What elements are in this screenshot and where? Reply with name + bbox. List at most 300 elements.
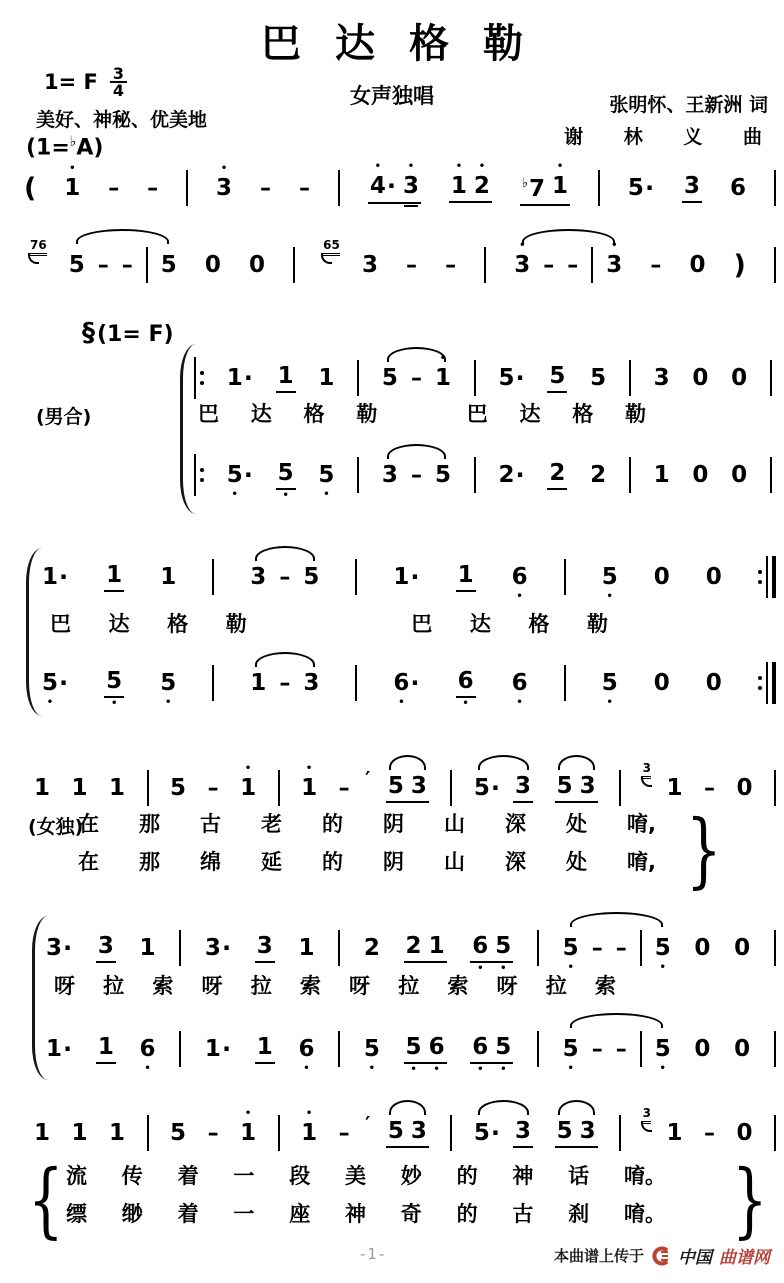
- octave-dot-down: •: [516, 591, 523, 602]
- note: 3: [303, 670, 320, 696]
- augmentation-dot: ·: [63, 1035, 73, 1063]
- beam-group: [276, 460, 296, 501]
- lyric-syllable: 缥: [66, 1202, 87, 1226]
- octave-dot-up: •: [556, 161, 564, 172]
- repeat-dots: [758, 570, 762, 584]
- note-group: [46, 1035, 72, 1063]
- augmentation-dot: ·: [221, 934, 232, 962]
- note: 5: [473, 775, 490, 801]
- note: 5: [387, 1118, 404, 1144]
- note: 1 •: [240, 1108, 257, 1146]
- note: 5 •: [160, 670, 177, 708]
- lyric-syllable: 格: [167, 612, 189, 636]
- note: 1: [428, 933, 445, 959]
- dash: –: [279, 564, 291, 590]
- lyric-syllable: 的: [456, 1202, 478, 1226]
- octave-dot-down: •: [398, 697, 405, 708]
- note: 5 •: [405, 1034, 422, 1075]
- note: 3: [381, 462, 398, 488]
- beam-group: [555, 1118, 598, 1148]
- beam-group: [104, 668, 124, 709]
- octave-dot-down: •: [303, 1063, 310, 1074]
- augmentation-dot: ·: [515, 461, 525, 489]
- lyric-syllable: 格: [303, 402, 325, 426]
- lyric-syllable: 的: [322, 850, 343, 874]
- lyric-syllable: 巴: [50, 612, 71, 636]
- octave-dot-down: •: [500, 963, 507, 974]
- beam-group: [547, 460, 567, 490]
- beam-group: [456, 668, 476, 709]
- note: 3: [653, 365, 670, 391]
- octave-dot-down: •: [659, 962, 666, 973]
- note: 1: [109, 775, 126, 801]
- lyric-syllable: 阴: [383, 850, 404, 874]
- dash: –: [406, 252, 418, 278]
- dash: –: [260, 175, 271, 201]
- dash: –: [567, 252, 579, 278]
- note: 6 •: [511, 670, 528, 708]
- lyric-syllable: 索: [152, 974, 174, 998]
- repeat-end: [758, 556, 776, 598]
- lyric-syllable: 勒: [356, 402, 378, 426]
- site-name-black: 中国: [678, 1248, 712, 1268]
- note: 2: [590, 462, 607, 488]
- note: 3: [46, 935, 63, 961]
- lyric-syllable: 格: [572, 402, 594, 426]
- lyric-syllable: 达: [519, 402, 541, 426]
- dash: –: [298, 175, 310, 201]
- beam-group: [682, 173, 702, 203]
- augmentation-dot: ·: [515, 364, 525, 392]
- lyric-syllable: 深: [505, 850, 526, 874]
- page-title: 巴达格勒: [261, 21, 557, 67]
- lyric-syllable: 格: [528, 612, 550, 636]
- site-name-red: 曲谱网: [719, 1248, 770, 1268]
- note: 1: [393, 564, 410, 590]
- barline: [640, 930, 642, 966]
- lyric-syllable: 神: [512, 1164, 534, 1188]
- barline: [147, 770, 149, 806]
- note: 1: [97, 1034, 114, 1060]
- barline: [629, 457, 631, 493]
- lyrics-solo-verse2-row2: [66, 1198, 666, 1228]
- note: 6 •: [139, 1036, 156, 1074]
- subtitle: 女声独唱: [350, 84, 434, 108]
- note: 1: [42, 564, 59, 590]
- barline: [147, 1115, 149, 1151]
- note: 1: [109, 1120, 126, 1146]
- octave-dot-down: •: [282, 490, 289, 501]
- meter-numerator: 3: [112, 64, 125, 83]
- dash: –: [591, 1036, 603, 1062]
- dash: –: [410, 462, 422, 488]
- lyric-syllable: 老: [261, 812, 282, 836]
- lyrics-solo-verse1-row1: [78, 808, 656, 838]
- page-number: -1-: [360, 1245, 387, 1263]
- beam-group: [404, 933, 447, 963]
- note: 2: [498, 462, 515, 488]
- note: 3: [410, 1118, 427, 1144]
- octave-dot-up: •: [611, 240, 618, 251]
- parenthesis: ): [733, 249, 746, 281]
- note-group: [205, 934, 231, 962]
- note-group: [628, 174, 654, 202]
- lyric-syllable: 呀: [54, 974, 75, 998]
- lyricist-credit: 张明怀、王新洲 词: [609, 94, 768, 116]
- barline: [598, 170, 600, 206]
- note: 3 •: [216, 163, 233, 201]
- note-group: [369, 161, 396, 200]
- note: 1: [457, 562, 474, 588]
- repeat-barline: [194, 357, 196, 399]
- octave-dot-down: •: [323, 489, 330, 500]
- key-change-text: (1= F): [97, 322, 174, 347]
- beam-group: [470, 1034, 513, 1075]
- octave-dot-down: •: [433, 1064, 440, 1075]
- repeat-barline: [194, 454, 196, 496]
- dash: –: [410, 365, 422, 391]
- octave-dot-up: •: [244, 763, 252, 774]
- note: 6 •: [472, 1034, 489, 1075]
- note: 1: [71, 775, 88, 801]
- lyric-syllable: 段: [289, 1164, 311, 1188]
- note: 5 •: [654, 935, 671, 973]
- note: 5 •: [106, 668, 123, 709]
- note: 5 •: [495, 1034, 512, 1075]
- octave-dot-up: •: [439, 353, 447, 364]
- lyric-syllable: 勒: [586, 612, 608, 636]
- barline: [564, 559, 566, 595]
- notation-female-solo-line1: [34, 761, 776, 810]
- lyric-syllable: 索: [299, 974, 321, 998]
- octave-dot-up: •: [305, 1108, 313, 1119]
- octave-dot-down: •: [567, 1063, 574, 1074]
- lyric-syllable: 达: [108, 612, 130, 636]
- flat-sign: ♭: [69, 134, 77, 150]
- dash: –: [703, 775, 715, 801]
- note: 1: [256, 1034, 273, 1060]
- note: 6 •: [457, 668, 474, 709]
- notation-male-voice2-line2: [42, 661, 776, 709]
- augmentation-dot: ·: [644, 174, 655, 202]
- note: 6 •: [393, 670, 410, 708]
- dash: –: [147, 175, 159, 201]
- barline: [537, 1031, 539, 1067]
- octave-dot-up: •: [455, 161, 463, 172]
- note: 5: [381, 365, 398, 391]
- note: 5: [387, 773, 404, 799]
- lyric-syllable: 流: [66, 1164, 87, 1188]
- augmentation-dot: ·: [386, 172, 396, 200]
- notation-yalasuo-voice1: [46, 926, 776, 974]
- barline: [357, 457, 359, 493]
- lyric-syllable: 传: [121, 1164, 143, 1188]
- barline: [640, 1031, 642, 1067]
- octave-dot-down: •: [231, 489, 238, 500]
- octave-dot-down: •: [606, 591, 613, 602]
- alt-key-signature: [26, 134, 104, 160]
- lyric-syllable: 唷。: [623, 1164, 666, 1188]
- rest-note: 0: [689, 252, 706, 278]
- dash: –: [207, 1120, 219, 1146]
- lyrics-solo-verse1-row2: [78, 846, 656, 876]
- lyric-syllable: 处: [566, 812, 587, 836]
- lyric-syllable: 刹: [568, 1202, 590, 1226]
- rest-note: 0: [653, 564, 670, 590]
- note: 3: [361, 252, 378, 278]
- composer-credit: 谢 林 义 曲: [564, 126, 768, 148]
- repeat-begin: [194, 357, 204, 399]
- note: 6: [729, 175, 746, 201]
- barline: [564, 665, 566, 701]
- lyrics-male-system2: [50, 608, 608, 638]
- note: 1: [277, 363, 294, 389]
- note: 3: [410, 773, 427, 799]
- beam-group: [255, 1034, 275, 1064]
- note: 5: [434, 462, 451, 488]
- lyric-syllable: 呀: [496, 974, 518, 998]
- note: 1 •: [301, 1108, 318, 1146]
- note: 3: [256, 933, 273, 959]
- note: 1: [666, 775, 683, 801]
- rest-note: 0: [705, 564, 722, 590]
- note: 3: [515, 773, 532, 799]
- slur-group: [474, 1118, 533, 1148]
- dash: –: [703, 1120, 715, 1146]
- notation-intro-line-2: [30, 238, 776, 287]
- lyrics-brace-close: }: [686, 803, 722, 898]
- octave-dot-up: •: [69, 163, 76, 174]
- rest-note: 0: [705, 670, 722, 696]
- note: 5 •: [226, 462, 243, 500]
- note: 5 •: [601, 670, 618, 708]
- notation-male-voice1-line1: [194, 353, 772, 400]
- note-group: [205, 1035, 231, 1063]
- barline: [774, 170, 776, 206]
- lyric-syllable: 话: [568, 1164, 590, 1188]
- grace-notes: 3: [643, 762, 651, 779]
- note-group: [474, 1119, 500, 1147]
- grace-notes: 65: [323, 239, 340, 256]
- note: 5: [170, 1120, 187, 1146]
- repeat-dots: [758, 676, 762, 690]
- barline: [212, 665, 214, 701]
- lyric-syllable: 那: [139, 850, 160, 874]
- lyric-syllable: 的: [322, 812, 343, 836]
- rest-note: 0: [204, 252, 221, 278]
- slur-group: [250, 564, 319, 590]
- note: 5 •: [277, 460, 294, 501]
- rest-note: 0: [731, 365, 748, 391]
- lyric-syllable: 一: [233, 1202, 255, 1226]
- rest-note: 0: [692, 365, 709, 391]
- rest-note: 0: [694, 1036, 711, 1062]
- dash: –: [108, 175, 120, 201]
- note-group: [227, 364, 253, 392]
- slur-group: [555, 773, 598, 803]
- note: 5 •: [562, 1036, 579, 1074]
- repeat-dots: [200, 468, 204, 482]
- note: 1: [298, 935, 315, 961]
- note: 6 •: [428, 1034, 445, 1075]
- lyrics-solo-verse2-row1: [66, 1160, 666, 1190]
- note: 5: [627, 175, 644, 201]
- beam-group: [513, 1118, 533, 1148]
- key-change-marking: [82, 318, 174, 348]
- lyric-syllable: 奇: [400, 1202, 422, 1226]
- lyric-syllable: 美: [344, 1164, 366, 1188]
- augmentation-dot: ·: [490, 774, 501, 802]
- beam-group: [386, 1118, 429, 1148]
- beam-group: [555, 773, 598, 803]
- lyric-syllable: 索: [594, 974, 616, 998]
- lyrics-male-system1: [198, 398, 646, 428]
- barline: [629, 360, 631, 396]
- lyric-syllable: 唷。: [623, 1202, 666, 1226]
- lyric-syllable: 索: [447, 974, 469, 998]
- barline: [146, 247, 148, 283]
- grace-notes: 3: [643, 1107, 651, 1124]
- lyric-syllable: 拉: [250, 974, 272, 998]
- note: 2 •: [473, 161, 490, 199]
- footer-attribution: [554, 1243, 770, 1268]
- augmentation-dot: ·: [490, 1119, 501, 1147]
- lyric-syllable: 着: [177, 1164, 199, 1188]
- barline: [278, 770, 280, 806]
- barline: [770, 457, 772, 493]
- lyric-syllable: 的: [456, 1164, 478, 1188]
- lyric-syllable: 延: [261, 850, 282, 874]
- beam-group: [520, 161, 570, 206]
- note: 1: [46, 1036, 63, 1062]
- barline: [355, 665, 357, 701]
- dash: –: [338, 775, 350, 801]
- slur-group: [474, 773, 533, 803]
- note: 6 •: [472, 933, 489, 974]
- dash: –: [207, 775, 219, 801]
- barline: [474, 360, 476, 396]
- note: 1 •: [240, 763, 257, 801]
- barline: [186, 170, 188, 206]
- note: 3 •: [606, 240, 623, 278]
- note-group: [42, 669, 69, 708]
- rest-note: 0: [734, 1036, 751, 1062]
- lyric-syllable: 拉: [103, 974, 125, 998]
- beam-group: [96, 933, 116, 963]
- repeat-barline: [766, 662, 768, 704]
- augmentation-dot: ·: [410, 563, 420, 591]
- lyric-syllable: 阴: [383, 812, 404, 836]
- octave-dot-down: •: [477, 963, 484, 974]
- slur-group: [386, 773, 429, 803]
- note: 1: [160, 564, 177, 590]
- beam-group: [104, 562, 124, 592]
- note-group: [226, 461, 253, 500]
- beam-group: [386, 773, 429, 803]
- barline: [774, 930, 776, 966]
- octave-dot-down: •: [165, 697, 172, 708]
- lyric-syllable: 座: [289, 1202, 311, 1226]
- rest-note: 0: [736, 775, 753, 801]
- note: 2: [549, 460, 566, 486]
- augmentation-dot: ·: [410, 669, 420, 697]
- repeat-dots: [200, 371, 204, 385]
- lyric-syllable: 神: [344, 1202, 366, 1226]
- lyric-syllable: 巴: [198, 402, 219, 426]
- note: 5: [549, 363, 566, 389]
- dash: –: [279, 670, 291, 696]
- repeat-barline: [766, 556, 768, 598]
- alt-key-pre: (1=: [26, 135, 70, 161]
- note: 1 •: [301, 763, 318, 801]
- note: 5: [68, 252, 85, 278]
- barline: [357, 360, 359, 396]
- barline: [450, 770, 452, 806]
- lyrics-brace-close: }: [732, 1153, 768, 1248]
- octave-dot-down: •: [110, 698, 118, 709]
- repeat-begin: [194, 454, 204, 496]
- beam-group: [547, 363, 567, 393]
- octave-dot-up: •: [244, 1108, 252, 1119]
- lyrics-yalasuo: [54, 970, 616, 1000]
- note: 1 •: [552, 161, 569, 199]
- flat-icon: ♭: [521, 175, 529, 191]
- beam-group: [404, 1034, 447, 1075]
- octave-dot-down: •: [500, 1064, 507, 1075]
- slur-group: [562, 930, 671, 973]
- beam-group: [449, 161, 492, 203]
- beam-group: [96, 1034, 116, 1064]
- barline: [278, 1115, 280, 1151]
- lyric-syllable: 巴: [411, 612, 433, 636]
- note: 2: [405, 933, 422, 959]
- repeat-barline-thick: [772, 662, 776, 704]
- rest-note: 0: [734, 935, 751, 961]
- octave-dot-down: •: [46, 697, 54, 708]
- augmentation-dot: ·: [59, 563, 69, 591]
- note: 1 •: [64, 163, 81, 201]
- rest-note: 0: [731, 462, 748, 488]
- note: 1: [666, 1120, 683, 1146]
- note: 5 •: [495, 933, 512, 974]
- lyric-syllable: 古: [512, 1202, 534, 1226]
- note-group: [474, 774, 500, 802]
- note: 1: [71, 1120, 88, 1146]
- note-group: [42, 563, 68, 591]
- note: 1 •: [450, 161, 467, 199]
- dash: –: [97, 252, 109, 278]
- breath-mark: ′: [365, 1112, 371, 1136]
- note: 1: [34, 775, 51, 801]
- beam-group: [456, 562, 476, 592]
- barline: [619, 1115, 621, 1151]
- barline: [338, 930, 340, 966]
- female-solo-label: (女独): [28, 816, 84, 838]
- lyric-syllable: 勒: [625, 402, 646, 426]
- barline: [450, 1115, 452, 1151]
- note: 3: [579, 1118, 596, 1144]
- note: 1: [226, 365, 243, 391]
- note: 3 •: [514, 240, 531, 278]
- note: 5: [303, 564, 320, 590]
- lyric-syllable: 唷,: [627, 812, 656, 836]
- octave-dot-down: •: [144, 1063, 151, 1074]
- note-group: [498, 461, 524, 489]
- lyric-syllable: 巴: [466, 402, 488, 426]
- note: 5 •: [654, 1036, 671, 1074]
- barline: [484, 247, 486, 283]
- grace-notes: 76: [30, 239, 47, 256]
